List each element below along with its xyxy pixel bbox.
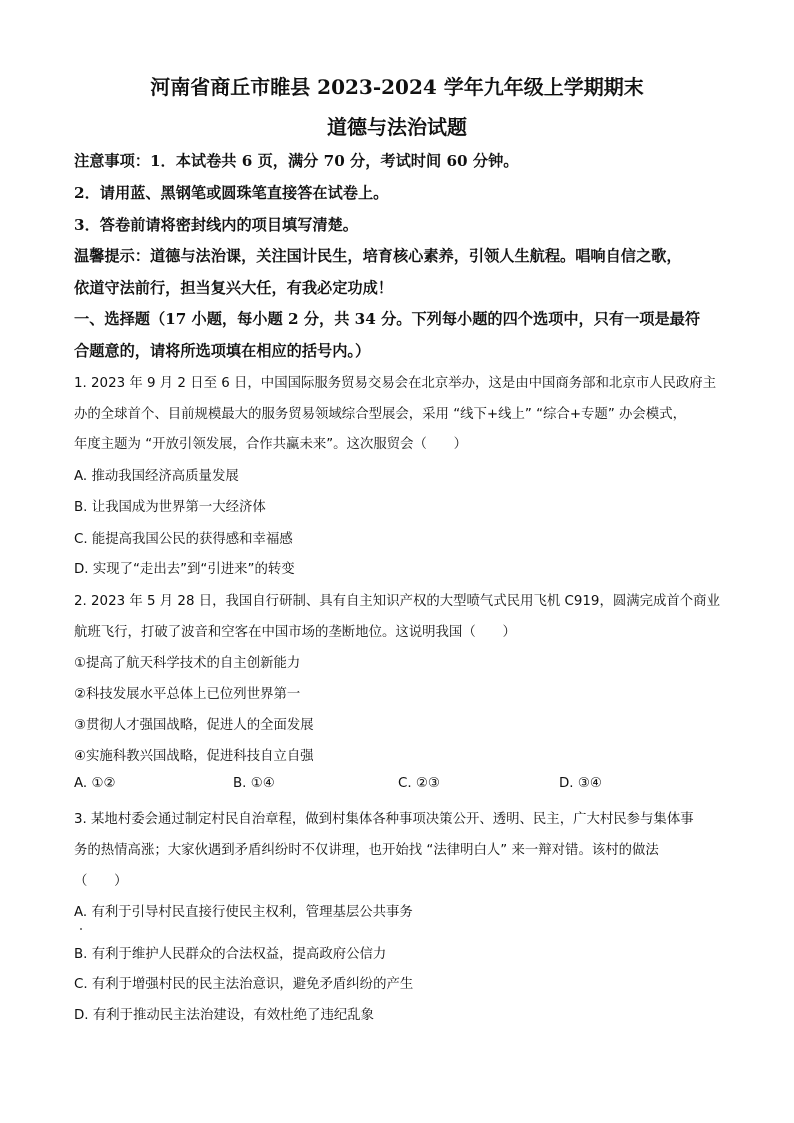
question-1-stem: 办的全球首个、目前规模最大的服务贸易领域综合型展会，采用 “线下+线上” “综合+专题” 办会模式，	[74, 407, 686, 422]
question-3-option-c: C. 有利于增强村民的民主法治意识，避免矛盾纠纷的产生	[74, 977, 414, 992]
question-1-option-d: D. 实现了“走出去”到“引进来”的转变	[74, 562, 295, 577]
question-2-stem: 2. 2023 年 5 月 28 日，我国自行研制、具有自主知识产权的大型喷气式民用飞机 C919，圆满完成首个商业	[74, 594, 720, 609]
question-1-option-b: B. 让我国成为世界第一大经济体	[74, 500, 266, 515]
question-3-option-a: A. 有利于引导村民直接行使民主权利，管理基层公共事务	[74, 905, 413, 920]
tip-line-1: 温馨提示：道德与法治课，关注国计民生，培育核心素养，引领人生航程。唱响自信之歌，	[74, 247, 682, 265]
question-2-option-b: B. ①④	[233, 776, 275, 791]
question-1-option-c: C. 能提高我国公民的获得感和幸福感	[74, 532, 293, 547]
question-2-statement-1: ①提高了航天科学技术的自主创新能力	[74, 656, 301, 671]
notes-line-1: 注意事项：1．本试卷共 6 页，满分 70 分，考试时间 60 分钟。	[74, 152, 519, 170]
notes-line-3: 3．答卷前请将密封线内的项目填写清楚。	[74, 216, 358, 234]
question-2-option-c: C. ②③	[398, 776, 440, 791]
question-3-stem: （ ）	[74, 874, 128, 889]
notes-line-2: 2．请用蓝、黑钢笔或圆珠笔直接答在试卷上。	[74, 184, 389, 202]
exam-subtitle: 道德与法治试题	[327, 115, 467, 139]
question-1-option-a: A. 推动我国经济高质量发展	[74, 469, 239, 484]
question-2-stem: 航班飞行，打破了波音和空客在中国市场的垄断地位。这说明我国（ ）	[74, 625, 516, 640]
exam-title: 河南省商丘市睢县 2023-2024 学年九年级上学期期末	[150, 75, 644, 99]
question-1-stem: 年度主题为 “开放引领发展，合作共赢未来”。这次服贸会（ ）	[74, 437, 468, 452]
question-2-statement-4: ④实施科教兴国战略，促进科技自立自强	[74, 749, 314, 764]
section-heading-line-1: 一、选择题（17 小题，每小题 2 分，共 34 分。下列每小题的四个选项中，只有一项是最符	[74, 310, 701, 328]
section-heading-line-2: 合题意的，请将所选项填在相应的括号内。）	[74, 342, 371, 360]
tip-line-2: 依道守法前行，担当复兴大任，有我必定功成！	[74, 279, 393, 297]
question-2-statement-2: ②科技发展水平总体上已位列世界第一	[74, 687, 301, 702]
question-3-stem: 务的热情高涨；大家伙遇到矛盾纠纷时不仅讲理，也开始找 “法律明白人” 来一辩对错。该村的做法	[74, 843, 659, 858]
question-3-option-d: D. 有利于推动民主法治建设，有效杜绝了违纪乱象	[74, 1008, 375, 1023]
question-2-option-d: D. ③④	[559, 776, 602, 791]
question-2-statement-3: ③贯彻人才强国战略，促进人的全面发展	[74, 718, 314, 733]
question-1-stem: 1. 2023 年 9 月 2 日至 6 日，中国国际服务贸易交易会在北京举办，这是由中国商务部和北京市人民政府主	[74, 376, 717, 391]
question-3-stem: 3. 某地村委会通过制定村民自治章程，做到村集体各种事项决策公开、透明、民主，广大村民参与集体事	[74, 812, 694, 827]
question-2-option-a: A. ①②	[74, 776, 116, 791]
scan-speck	[80, 928, 82, 930]
question-3-option-b: B. 有利于维护人民群众的合法权益，提高政府公信力	[74, 947, 387, 962]
